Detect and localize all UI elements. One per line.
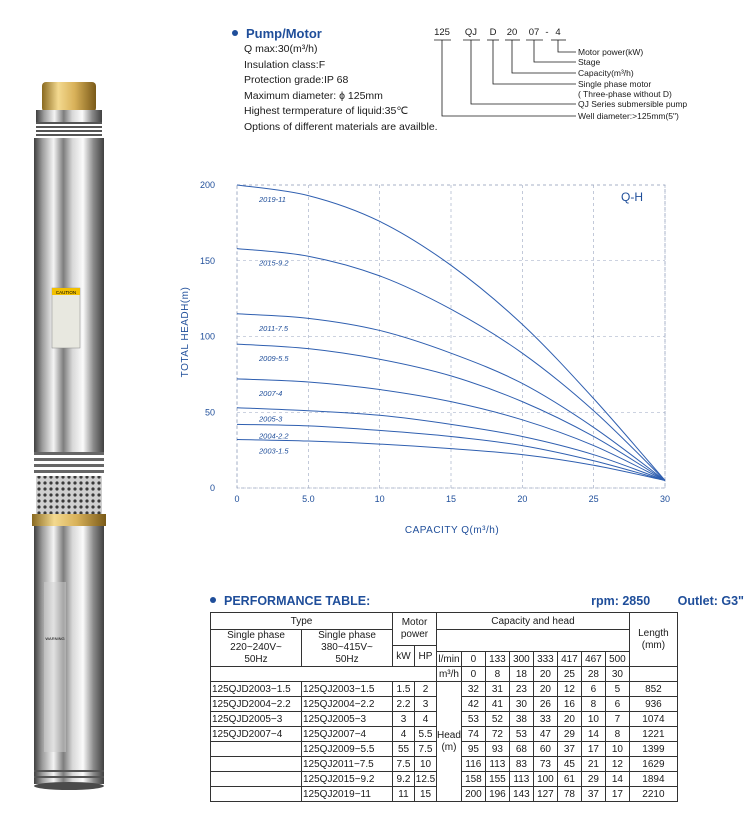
code-label: Single phase motor: [578, 79, 652, 89]
x-tick-label: 30: [659, 494, 671, 504]
m3h-value: 18: [509, 667, 533, 682]
power-kw: 7.5: [393, 757, 415, 772]
bullet-icon: [210, 597, 216, 603]
chart-title: Q-H: [621, 190, 643, 204]
lmin-value: 500: [605, 652, 629, 667]
head-value: 93: [485, 742, 509, 757]
head-value: 37: [557, 742, 581, 757]
length-value: 1629: [629, 757, 677, 772]
power-kw: 3: [393, 712, 415, 727]
header-three-phase: Single phase 380~415V~ 50Hz: [302, 630, 393, 667]
code-dash: -: [545, 27, 549, 38]
x-tick-label: 15: [445, 494, 457, 504]
lmin-value: 417: [557, 652, 581, 667]
head-value: 47: [533, 727, 557, 742]
head-value: 72: [485, 727, 509, 742]
head-unit-label: Head (m): [437, 682, 462, 802]
length-value: 852: [629, 682, 677, 697]
head-value: 20: [533, 682, 557, 697]
code-part-power: 4: [555, 27, 561, 38]
brass-ring: [32, 514, 106, 526]
model-three-phase: 125QJ2009−5.5: [302, 742, 393, 757]
power-hp: 12.5: [415, 773, 436, 785]
code-label: Motor power(kW): [578, 47, 644, 57]
head-value: 196: [485, 787, 509, 802]
x-tick-label: 5.0: [302, 494, 315, 504]
code-part-diameter: 125: [434, 27, 450, 38]
head-value: 53: [509, 727, 533, 742]
head-value: 12: [557, 682, 581, 697]
x-tick-label: 0: [234, 494, 240, 504]
pump-image: [0, 0, 160, 830]
head-value: 31: [485, 682, 509, 697]
header-type: Type: [211, 613, 393, 630]
head-value: 113: [509, 772, 533, 787]
head-value: 16: [557, 697, 581, 712]
power-hp: 15: [415, 787, 437, 802]
power-kw: 11: [393, 787, 415, 802]
model-three-phase: 125QJ2004−2.2: [302, 697, 393, 712]
head-value: 8: [605, 727, 629, 742]
series-label: 2007-4: [259, 388, 283, 398]
head-value: 12: [605, 757, 629, 772]
chart-grid: [237, 185, 665, 488]
x-tick-label: 10: [374, 494, 385, 504]
head-value: 14: [605, 772, 629, 787]
head-value: 68: [509, 742, 533, 757]
head-value: 60: [533, 742, 557, 757]
head-value: 37: [581, 787, 605, 802]
head-value: 42: [461, 697, 485, 712]
model-single-phase: 125QJD2003−1.5: [211, 682, 302, 697]
head-value: 5: [605, 682, 629, 697]
head-value: 32: [461, 682, 485, 697]
lmin-value: 333: [533, 652, 557, 667]
length-value: 2210: [629, 787, 677, 802]
code-label: QJ Series submersible pump: [578, 99, 688, 109]
series-label: 2005-3: [259, 414, 283, 424]
header-lmin: l/min: [438, 653, 460, 665]
y-tick-label: 100: [199, 331, 215, 342]
model-single-phase: 125QJD2005−3: [211, 712, 302, 727]
header-motor-power: Motor power: [393, 613, 437, 646]
y-tick-label: 150: [199, 255, 215, 266]
head-value: 127: [533, 787, 557, 802]
power-kw: 55: [393, 742, 415, 757]
spec-line: Options of different materials are availble.: [244, 120, 438, 133]
head-value: 78: [557, 787, 581, 802]
caution-text: CAUTION: [55, 290, 77, 295]
model-three-phase: 125QJ2005−3: [302, 712, 393, 727]
model-single-phase: [211, 757, 302, 772]
performance-table: [210, 612, 678, 802]
header-kw: kW: [393, 646, 415, 667]
length-value: 1894: [629, 772, 677, 787]
m3h-value: 8: [485, 667, 509, 682]
series-label: 2009-5.5: [259, 354, 289, 364]
head-value: 45: [557, 757, 581, 772]
header-spacer: [437, 630, 630, 652]
m3h-value: 28: [581, 667, 605, 682]
head-value: 100: [533, 772, 557, 787]
spec-line: Protection grade:IP 68: [244, 74, 349, 86]
head-value: 83: [509, 757, 533, 772]
model-three-phase: 125QJ2019−11: [302, 787, 393, 802]
model-code-diagram: [430, 20, 730, 125]
length-value: 936: [629, 697, 677, 712]
length-value: 1074: [629, 712, 677, 727]
head-value: 10: [605, 742, 629, 757]
y-tick-label: 200: [199, 180, 215, 190]
head-value: 7: [605, 712, 629, 727]
head-value: 8: [581, 697, 605, 712]
model-single-phase: [211, 787, 302, 802]
header-blank: [211, 667, 437, 682]
lmin-value: 467: [581, 652, 605, 667]
head-value: 52: [485, 712, 509, 727]
power-hp: 10: [415, 757, 437, 772]
power-kw: 1.5: [393, 682, 415, 697]
spec-line: Maximum diameter: ϕ 125mm: [244, 89, 383, 102]
series-line-2009-5.5: [237, 344, 665, 480]
series-label: 2003-1.5: [259, 446, 289, 456]
caution-label: [52, 288, 80, 348]
x-tick-label: 20: [517, 494, 528, 504]
y-axis-label: TOTAL HEADH(m): [180, 286, 191, 378]
spec-line: Q max:30(m³/h): [244, 43, 318, 55]
head-value: 17: [605, 787, 629, 802]
head-value: 10: [581, 712, 605, 727]
code-part-stage: 07: [528, 27, 540, 38]
bullet-icon: [232, 30, 238, 36]
model-three-phase: 125QJ2007−4: [302, 727, 393, 742]
power-hp: 4: [415, 712, 437, 727]
model-three-phase: 125QJ2015−9.2: [302, 772, 393, 787]
qh-chart: [170, 170, 680, 540]
series-label: 2011-7.5: [259, 323, 289, 333]
lmin-value: 0: [461, 652, 485, 667]
power-kw: 4: [393, 727, 415, 742]
head-value: 17: [581, 742, 605, 757]
brass-outlet: [42, 82, 96, 112]
model-single-phase: 125QJD2004−2.2: [211, 697, 302, 712]
model-single-phase: [211, 772, 302, 787]
header-m3h: m³/h: [437, 667, 462, 682]
code-label: Well diameter:>125mm(5"): [578, 111, 679, 121]
performance-title: PERFORMANCE TABLE:: [224, 594, 371, 608]
intake-screen: [36, 476, 102, 514]
head-value: 73: [533, 757, 557, 772]
power-hp: 5.5: [415, 727, 437, 742]
code-label: ( Three-phase without D): [578, 89, 672, 99]
model-three-phase: 125QJ2011−7.5: [302, 757, 393, 772]
model-single-phase: 125QJD2007−4: [211, 727, 302, 742]
code-part-phase: D: [489, 27, 497, 38]
power-hp: 3: [415, 697, 437, 712]
series-label: 2015-9.2: [259, 258, 289, 268]
head-value: 116: [461, 757, 485, 772]
spec-line: Highest termperature of liquid:35℃: [244, 105, 409, 117]
m3h-value: 25: [557, 667, 581, 682]
code-part-capacity: 20: [506, 27, 518, 38]
head-value: 29: [557, 727, 581, 742]
x-axis-label: CAPACITY Q(m³/h): [404, 525, 500, 536]
head-value: 95: [461, 742, 485, 757]
head-value: 21: [581, 757, 605, 772]
head-value: 26: [533, 697, 557, 712]
m3h-value: 0: [461, 667, 485, 682]
length-value: 1399: [629, 742, 677, 757]
power-hp: 7.5: [415, 742, 437, 757]
head-value: 158: [461, 772, 485, 787]
model-single-phase: [211, 742, 302, 757]
head-value: 200: [461, 787, 485, 802]
head-value: 23: [509, 682, 533, 697]
code-connector-lines: [434, 40, 576, 116]
y-tick-label: 50: [204, 407, 215, 418]
code-label: Stage: [578, 57, 601, 67]
m3h-value: 20: [533, 667, 557, 682]
outlet-label: Outlet: G3": [677, 594, 744, 608]
head-value: 74: [461, 727, 485, 742]
head-value: 143: [509, 787, 533, 802]
header-hp: HP: [415, 646, 437, 667]
spec-title: Pump/Motor: [232, 26, 322, 41]
head-value: 30: [509, 697, 533, 712]
table-row: [211, 682, 678, 697]
head-value: 53: [461, 712, 485, 727]
thread-rings: [36, 122, 102, 136]
rpm-label: rpm: 2850: [591, 594, 651, 608]
head-value: 41: [485, 697, 509, 712]
code-label: Capacity(m³/h): [578, 68, 634, 78]
model-three-phase: 125QJ2003−1.5: [302, 682, 393, 697]
power-kw: 2.2: [393, 697, 415, 712]
code-part-series: QJ: [464, 27, 478, 38]
series-line-2007-4: [237, 379, 665, 481]
head-value: 6: [581, 682, 605, 697]
header-single-phase: Single phase 220~240V~ 50Hz: [211, 630, 302, 667]
head-value: 20: [557, 712, 581, 727]
motor-label: [44, 582, 66, 752]
head-value: 33: [533, 712, 557, 727]
header-length: Length (mm): [629, 613, 677, 667]
series-label: 2019-11: [259, 195, 286, 204]
head-value: 38: [509, 712, 533, 727]
y-tick-label: 0: [209, 483, 215, 493]
series-label: 2004-2.2: [259, 431, 289, 441]
head-value: 61: [557, 772, 581, 787]
spec-line: Insulation class:F: [244, 58, 326, 71]
power-hp: 2: [415, 682, 437, 697]
header-capacity: Capacity and head: [437, 613, 630, 630]
head-value: 14: [581, 727, 605, 742]
x-tick-label: 25: [588, 494, 599, 504]
lmin-value: 300: [509, 652, 533, 667]
head-value: 6: [605, 697, 629, 712]
performance-header: [210, 594, 744, 608]
spec-list: [244, 42, 438, 135]
power-kw: 9.2: [393, 772, 415, 787]
length-blank: [629, 667, 677, 682]
head-value: 29: [581, 772, 605, 787]
ribs: [34, 452, 104, 473]
warning-text: WARNING: [45, 636, 65, 641]
head-value: 113: [485, 757, 509, 772]
length-value: 1221: [629, 727, 677, 742]
lmin-value: 133: [485, 652, 509, 667]
head-value: 155: [485, 772, 509, 787]
m3h-value: 30: [605, 667, 629, 682]
